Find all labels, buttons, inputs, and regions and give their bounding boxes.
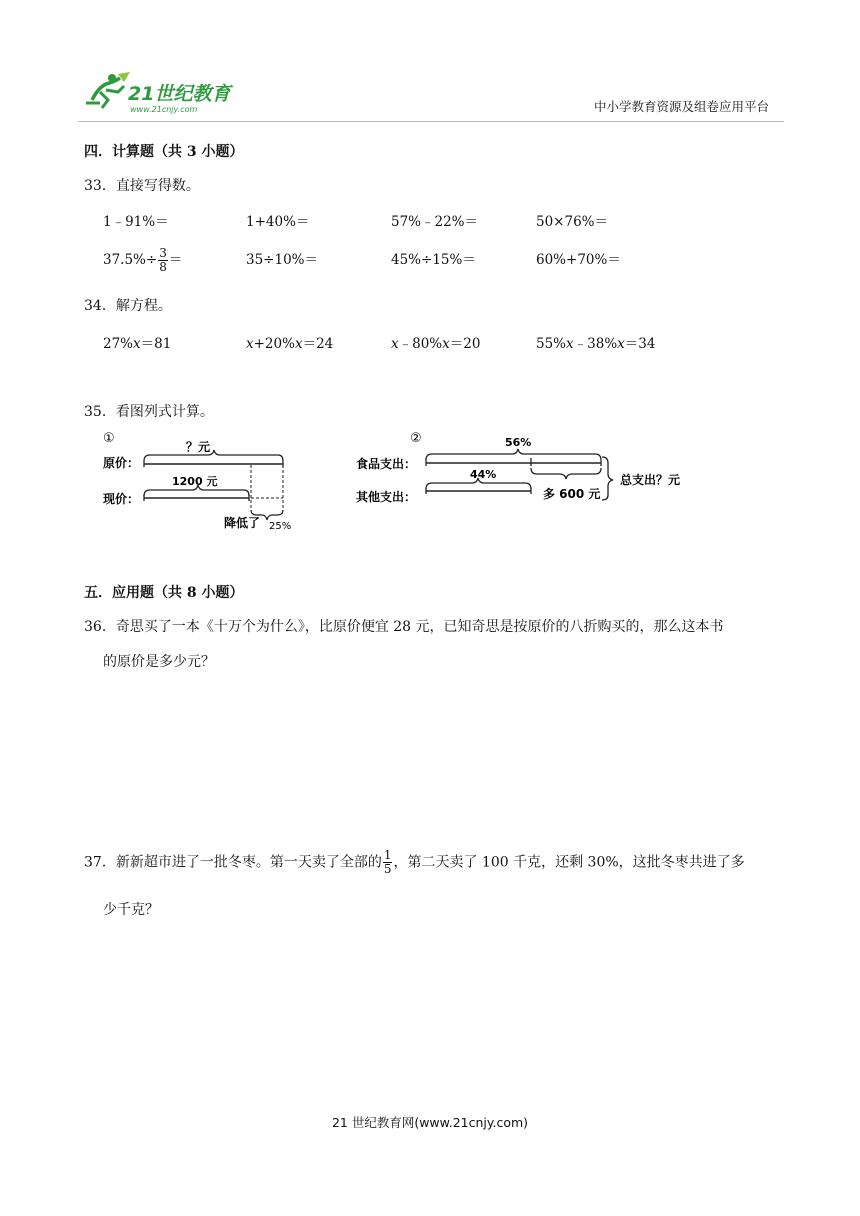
q33-r2c1: 37.5%÷ $\frac{3}{8}$ ＝ [103, 246, 183, 274]
q34-label: 34．解方程。 [84, 298, 172, 314]
q36-line2: 的原价是多少元？ [103, 654, 215, 670]
svg-text:www.21cnjy.com: www.21cnjy.com [130, 105, 198, 114]
fraction: $\frac{1}{5}$ [383, 848, 392, 876]
svg-text:21世纪教育: 21世纪教育 [128, 83, 231, 105]
diagram-2-row1: 食品支出： [356, 457, 417, 471]
diagram-1-reduce: 降低了 [224, 516, 261, 530]
q35-diagram-2 [352, 428, 712, 508]
diagram-2-more: 多 600 元 [543, 487, 601, 501]
diagram-2-top-label: 56% [505, 436, 532, 449]
q37-line1: 37．新新超市进了一批冬枣。第一天卖了全部的 $\frac{1}{5}$ ，第二天卖了 100 千克，还剩 30%，这批冬枣共进了多 [84, 848, 745, 876]
diagram-2-row2: 其他支出： [356, 490, 417, 504]
diagram-2-total: 总支出？元 [620, 473, 681, 487]
diagram-1-mid-label: 1200 元 [172, 475, 218, 488]
header-divider [78, 121, 784, 122]
q36-line1: 36．奇思买了一本《十万个为什么》，比原价便宜 28 元，已知奇思是按原价的八折购买的，那么这本书 [84, 619, 724, 635]
diagram-1-marker: ① [103, 431, 115, 446]
q33-r2c2: 35÷10%＝ [246, 252, 318, 268]
q33-r2c4: 60%+70%＝ [536, 252, 621, 268]
q35-label: 35．看图列式计算。 [84, 404, 214, 420]
q35-diagram-1 [100, 428, 320, 538]
footer: 21 世纪教育网(www.21cnjy.com) [331, 1115, 529, 1130]
section-4-title: 四．计算题（共 3 小题） [84, 144, 244, 160]
q34-eq2: x+20%x＝24 [246, 336, 334, 352]
diagram-1-reduce-pct: 25% [269, 521, 292, 532]
logo [78, 70, 248, 115]
fraction: $\frac{3}{8}$ [159, 246, 167, 274]
diagram-1-top-label: ？元 [186, 440, 211, 454]
section-5-title: 五．应用题（共 8 小题） [84, 585, 244, 601]
q33-r2c3: 45%÷15%＝ [391, 252, 476, 268]
q34-eq3: x﹣80%x＝20 [391, 336, 481, 352]
q33-r1c3: 57%﹣22%＝ [391, 214, 479, 230]
diagram-1-row2: 现价： [103, 492, 140, 506]
q33-r1c2: 1+40%＝ [246, 214, 310, 230]
q33-r1c1: 1﹣91%＝ [103, 214, 169, 230]
platform-name: 中小学教育资源及组卷应用平台 [594, 99, 770, 114]
diagram-2-marker: ② [410, 431, 422, 446]
diagram-1-row1: 原价： [103, 456, 140, 470]
q34-eq4: 55%x﹣38%x＝34 [536, 336, 656, 352]
q33-r1c4: 50×76%＝ [536, 214, 608, 230]
diagram-2-mid-label: 44% [470, 468, 497, 481]
q37-line2: 少千克？ [103, 902, 159, 918]
q33-label: 33．直接写得数。 [84, 178, 200, 194]
q34-eq1: 27%x＝81 [103, 336, 172, 352]
runner-logo-icon [78, 70, 248, 115]
